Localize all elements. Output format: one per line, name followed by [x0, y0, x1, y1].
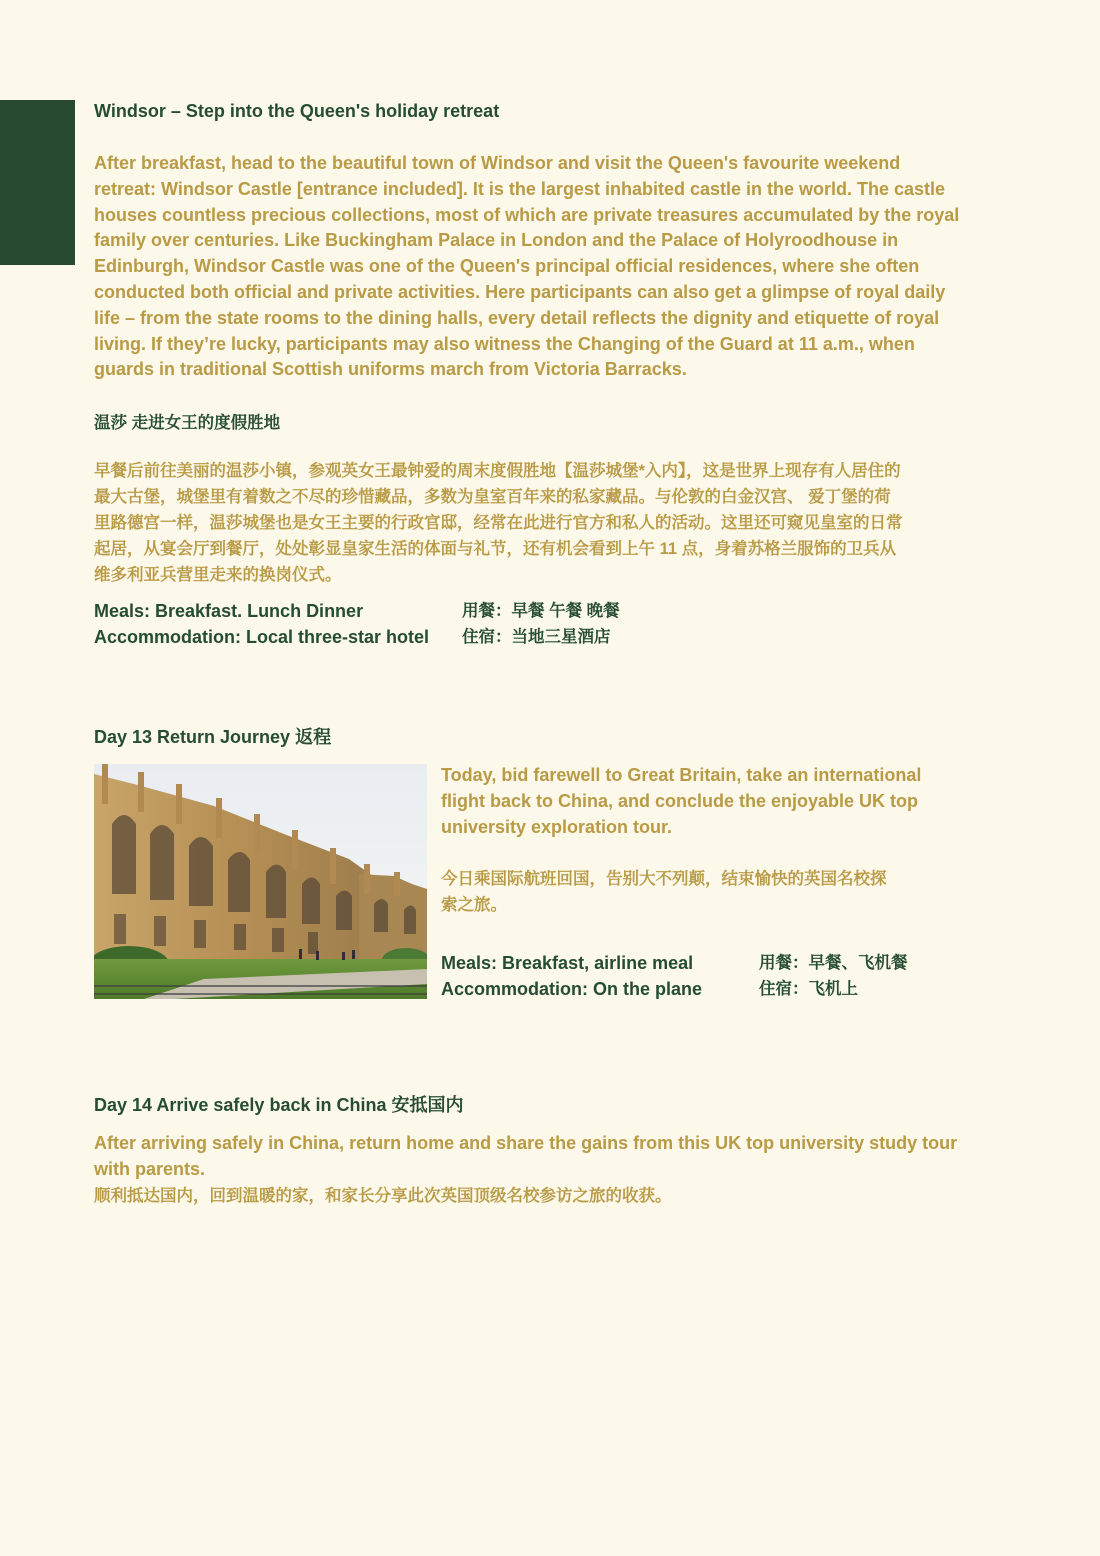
meals-row	[441, 951, 981, 977]
windsor-title-cn: 温莎 走进女王的度假胜地	[94, 414, 281, 432]
text-line: 今日乘国际航班回国，告别大不列颠，结束愉快的英国名校探	[441, 870, 887, 888]
day14-description-en	[94, 1131, 1014, 1183]
accommodation-cn: 住宿：当地三星酒店	[462, 627, 611, 646]
text-line: Edinburgh, Windsor Castle was one of the Queen's principal official residences, where she often	[94, 256, 920, 277]
windsor-meals-info	[94, 599, 620, 650]
day13-title: Day 13 Return Journey 返程	[94, 727, 332, 747]
day13-meals-info	[441, 951, 981, 1002]
meals-row	[94, 599, 620, 625]
day13-description-en	[441, 763, 981, 840]
side-accent-bar	[0, 100, 75, 265]
text-line: After arriving safely in China, return home and share the gains from this UK top university study tour	[94, 1133, 958, 1153]
windsor-description-en	[94, 151, 1014, 383]
windsor-description-cn	[94, 458, 1014, 588]
accommodation-row	[94, 625, 620, 651]
text-line: living. If they’re lucky, participants may also witness the Changing of the Guard at 11 a.m., when	[94, 333, 915, 354]
meals-cn: 用餐：早餐、飞机餐	[759, 954, 908, 972]
text-line: guards in traditional Scottish uniforms march from Victoria Barracks.	[94, 359, 687, 380]
accommodation-en: Accommodation: Local three-star hotel	[94, 626, 430, 647]
text-line: university exploration tour.	[441, 816, 673, 837]
day14-title: Day 14 Arrive safely back in China 安抵国内	[94, 1095, 464, 1115]
meals-en: Meals: Breakfast, airline meal	[441, 953, 694, 973]
accommodation-cn: 住宿：飞机上	[759, 979, 858, 998]
text-line: 最大古堡，城堡里有着数之不尽的珍惜藏品，多数为皇室百年来的私家藏品。与伦敦的白金汉宫、 爱丁堡的荷	[94, 488, 891, 506]
day14-description-cn: 顺利抵达国内，回到温暖的家，和家长分享此次英国顶级名校参访之旅的收获。	[94, 1187, 672, 1205]
text-line: flight back to China, and conclude the enjoyable UK top	[441, 790, 919, 811]
text-line: 里路德宫一样，温莎城堡也是女王主要的行政官邸，经常在此进行官方和私人的活动。这里还可窥见皇室的日常	[94, 514, 903, 532]
text-line: After breakfast, head to the beautiful town of Windsor and visit the Queen's favourite weekend	[94, 153, 901, 173]
text-line: family over centuries. Like Buckingham Palace in London and the Palace of Holyroodhouse in	[94, 230, 899, 251]
meals-cn: 用餐：早餐 午餐 晚餐	[462, 602, 620, 620]
text-line: life – from the state rooms to the dining halls, every detail reflects the dignity and etiquette of royal	[94, 307, 940, 328]
text-line: conducted both official and private activities. Here participants can also get a glimpse of royal daily	[94, 281, 946, 302]
text-line: Today, bid farewell to Great Britain, take an international	[441, 765, 922, 785]
accommodation-en: Accommodation: On the plane	[441, 978, 703, 999]
day13-description-cn	[441, 866, 981, 918]
text-line: 早餐后前往美丽的温莎小镇，参观英女王最钟爱的周末度假胜地【温莎城堡*入内】，这是世界上现存有人居住的	[94, 462, 901, 480]
accommodation-row	[441, 977, 981, 1003]
text-line: houses countless precious collections, most of which are private treasures accumulated by the royal	[94, 204, 960, 225]
text-line: with parents.	[94, 1158, 206, 1179]
text-line: 索之旅。	[441, 896, 507, 914]
text-line: retreat: Windsor Castle [entrance included]. It is the largest inhabited castle in the world. The castle	[94, 178, 946, 199]
windsor-title: Windsor – Step into the Queen's holiday retreat	[94, 101, 500, 121]
meals-en: Meals: Breakfast. Lunch Dinner	[94, 601, 364, 621]
text-line: 维多利亚兵营里走来的换岗仪式。	[94, 566, 342, 584]
text-line: 起居，从宴会厅到餐厅，处处彰显皇家生活的体面与礼节，还有机会看到上午 11 点，身着苏格兰服饰的卫兵从	[94, 540, 897, 558]
windsor-castle-photo	[94, 764, 427, 999]
